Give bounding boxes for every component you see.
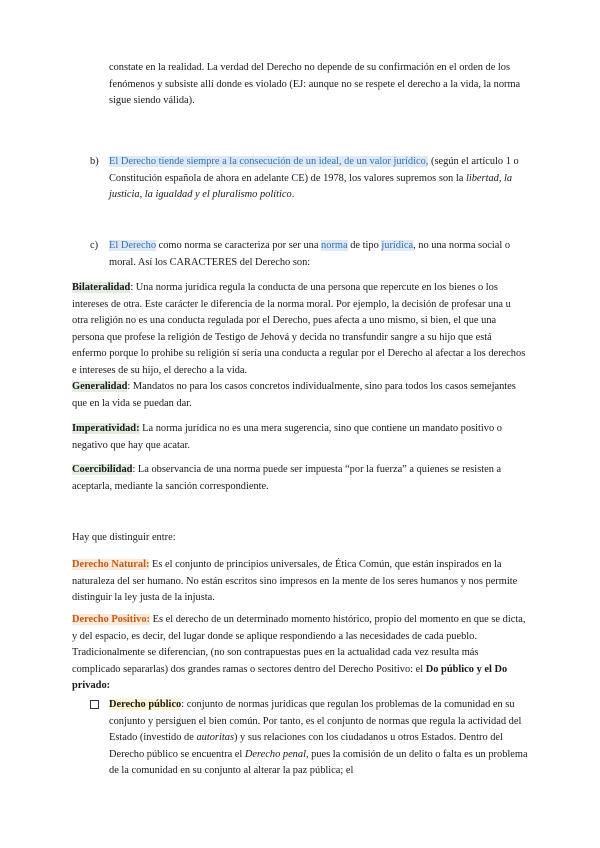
autoritas-term: autoritas (196, 732, 234, 743)
caracter-term: Imperatividad: (72, 423, 140, 434)
derecho-publico-text-1: : conjunto de normas jurídicas que regulan los problemas de la comunidad en su conjunto y persiguen el bien común. Por tanto, es el conjunto de normas que regula la actividad del Estado (investido de (109, 699, 522, 743)
derecho-publico-text-3: , pues la comisión de un delito o falta es un problema de la comunidad en su conjunto al alterar la paz pública; el (109, 748, 528, 776)
derecho-natural-text: Es el conjunto de principios universales, de Ética Común, que están inspirados en la naturaleza del ser humano. No están escritos sino impresos en la mente de los seres humanos y nos permite distinguir la ley justa de la injusta. (72, 559, 518, 603)
item-c-term-derecho: El Derecho (109, 240, 157, 251)
item-c-text-3: , no una norma social o moral. Así los CARACTERES del Derecho son: (109, 240, 511, 268)
item-c-text-2: de tipo (347, 240, 382, 251)
caracter-text: : La observancia de una norma puede ser impuesta “por la fuerza” a quienes se resisten a aceptarla, mediante la sanción correspondiente. (72, 464, 502, 492)
caracter-imperatividad (72, 421, 528, 454)
derecho-penal-term: Derecho penal (244, 748, 306, 760)
caracter-generalidad (72, 379, 528, 412)
caracter-term: Coercibilidad (72, 464, 133, 475)
derecho-publico-paragraph (109, 697, 528, 780)
intro-paragraph (109, 60, 528, 110)
item-b-text: (según el artículo 1 o Constitución española de ahora en adelante CE) de 1978, los valores supremos son la (109, 156, 519, 184)
item-b-values: libertad, la justicia, la igualdad y el pluralismo político (109, 172, 513, 200)
caracter-term: Bilateralidad (72, 282, 131, 293)
distinguir-paragraph: Hay que distinguir entre: (72, 532, 176, 543)
caracter-text: La norma jurídica no es una mera sugerencia, sino que contiene un mandato positivo o negativo que hay que acatar. (72, 423, 502, 451)
derecho-positivo-text: Es el derecho de un determinado momento histórico, propio del momento en que se dicta, y del espacio, es decir, del lugar donde se aplique respondiendo a las necesidades de cada pueblo. Tradicionalmente se diferencian, (no son contrapuestas pues en la actualidad cada vez resulta más complicado separarlas) dos grandes ramas o sectores dentro del Derecho Positivo: el (72, 614, 526, 675)
item-c-term-juridica: jurídica (381, 240, 414, 251)
caracter-text: : Mandatos no para los casos concretos individualmente, sino para todos los casos semejantes que en la vida se puedan dar. (72, 381, 516, 409)
item-b-highlight: El Derecho tiende siempre a la consecución de un ideal, de un valor jurídico, (109, 156, 429, 167)
caracter-coercibilidad (72, 462, 528, 495)
derecho-publico-text-2: ) y sus relaciones con los ciudadanos u otros Estados. Dentro del Derecho público se encuentra el (109, 732, 503, 760)
item-b-marker: b) (90, 156, 99, 167)
checkbox-icon (90, 700, 99, 709)
intro-text: constate en la realidad. La verdad del Derecho no depende de su confirmación en el orden de los fenómenos y subsiste allí donde es violado (EJ: aunque no se respete el derecho a la vida, la norma sigue siendo válida). (109, 62, 521, 106)
derecho-publico-term: Derecho público (109, 699, 182, 710)
caracter-term: Generalidad (72, 381, 128, 392)
do-privado-label: Do privado: (72, 663, 508, 691)
derecho-natural-term: Derecho Natural: (72, 559, 150, 570)
item-b-paragraph (109, 154, 528, 204)
item-c-term-norma: norma (321, 240, 348, 251)
item-c-paragraph (109, 238, 528, 271)
item-b-end: . (291, 189, 295, 200)
derecho-positivo-term: Derecho Positivo: (72, 614, 151, 625)
derecho-positivo-paragraph (72, 612, 528, 695)
do-publico-label: Do público (425, 663, 474, 675)
caracter-bilateralidad (72, 280, 528, 379)
item-c-marker: c) (90, 240, 99, 251)
item-c-text-1: como norma se caracteriza por ser una (156, 240, 322, 251)
derecho-natural-paragraph (72, 557, 528, 607)
caracter-text: : Una norma jurídica regula la conducta de una persona que repercute en los bienes o los intereses de otra. Este carácter le diferencia de la norma moral. Por ejemplo, la decisión de profesar una u otra religión no es una conducta regulada por el Derecho, pues afecta a uno mismo, si bien, el que una persona que profese la religión de Testigo de Jehová y decida no transfundir sangre a su hijo que está enfermo porque lo prohibe su religión sí sería una conducta a regular por el Derecho al afectar a los derechos e intereses de su hijo, el derecho a la vida. (72, 282, 526, 376)
derecho-positivo-mid: y el (473, 663, 495, 675)
